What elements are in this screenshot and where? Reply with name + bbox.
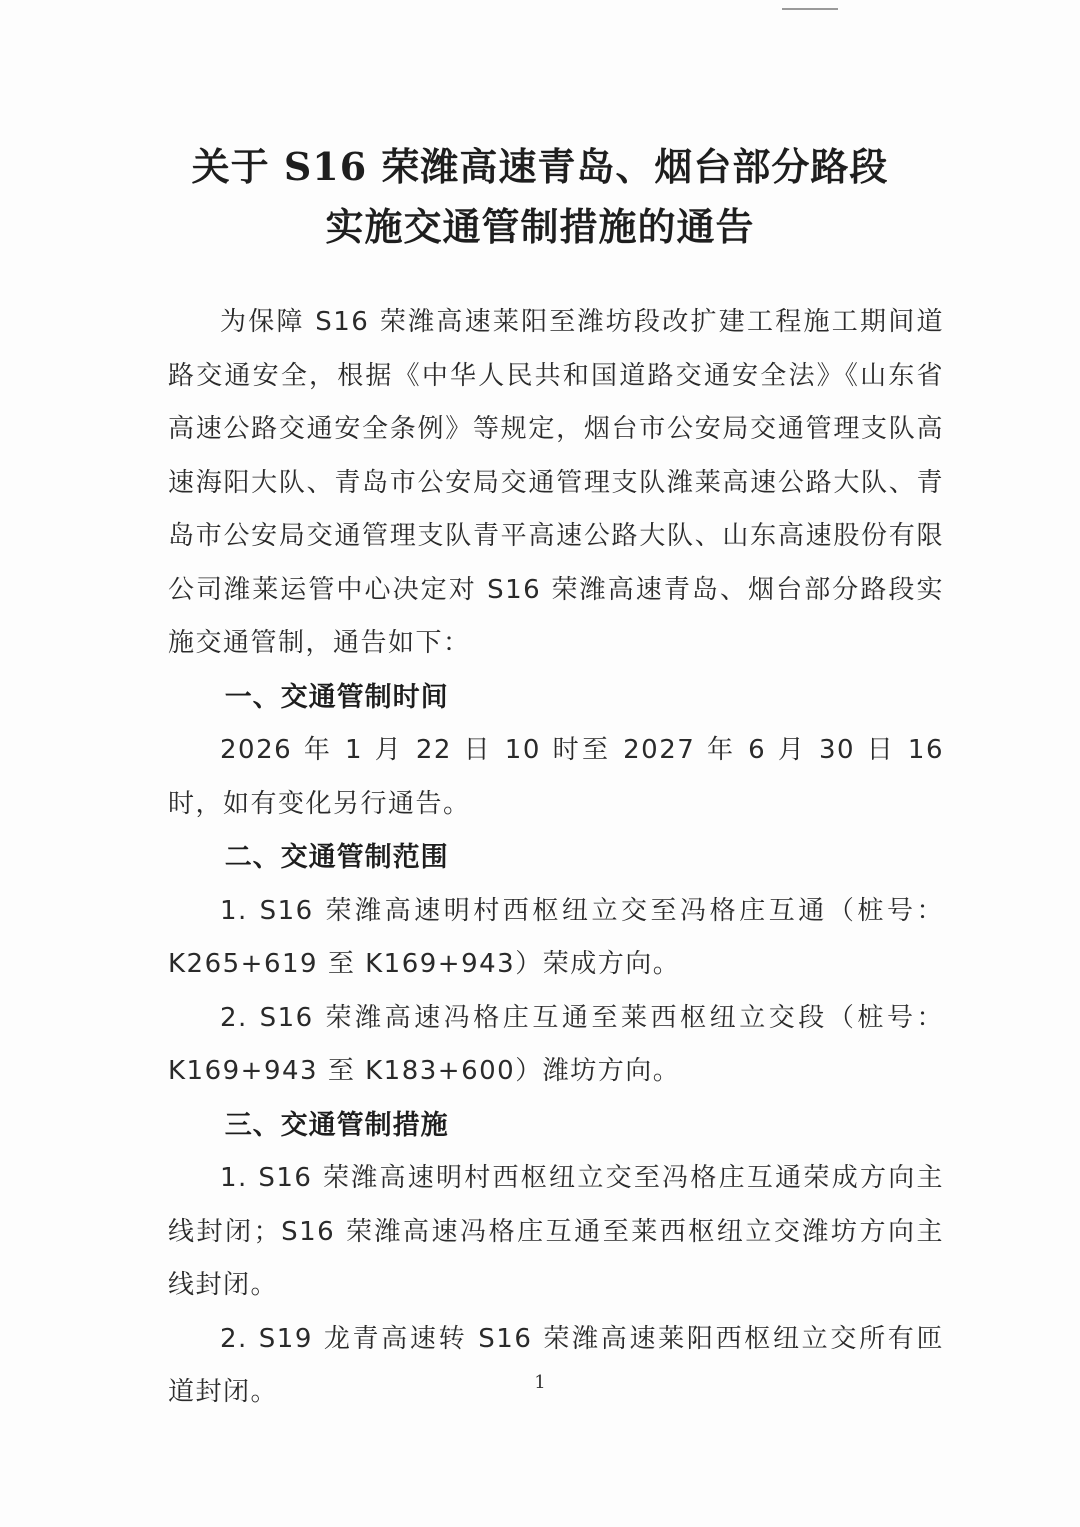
section-heading-time: 一、交通管制时间 — [224, 681, 449, 713]
section-time-paragraph: 2026 年 1 月 22 日 10 时至 2027 年 6 月 30 日 16 时，如有变化另行通告。 — [168, 735, 944, 819]
section-scope-item-1: 1. S16 荣潍高速明村西枢纽立交至冯格庄互通（桩号：K265+619 至 K169+943）荣成方向。 — [168, 895, 944, 979]
document-title-line-1: 关于 S16 荣潍高速青岛、烟台部分路段 — [191, 144, 889, 189]
top-divider — [782, 8, 838, 10]
document-body — [168, 296, 944, 1420]
section-measures-item-1: 1. S16 荣潍高速明村西枢纽立交至冯格庄互通荣成方向主线封闭；S16 荣潍高速冯格庄互通至莱西枢纽立交潍坊方向主线封闭。 — [168, 1163, 944, 1300]
section-scope-item-2: 2. S16 荣潍高速冯格庄互通至莱西枢纽立交段（桩号：K169+943 至 K183+600）潍坊方向。 — [168, 1002, 944, 1086]
section-heading-measures: 三、交通管制措施 — [224, 1109, 449, 1141]
section-measures-item-2: 2. S19 龙青高速转 S16 荣潍高速莱阳西枢纽立交所有匝道封闭。 — [168, 1323, 944, 1407]
page-number: 1 — [534, 1372, 546, 1393]
section-heading-scope: 二、交通管制范围 — [224, 842, 449, 873]
intro-paragraph: 为保障 S16 荣潍高速莱阳至潍坊段改扩建工程施工期间道路交通安全，根据《中华人民共和国道路交通安全法》《山东省高速公路交通安全条例》等规定，烟台市公安局交通管理支队高速海阳大队、青岛市公安局交通管理支队潍莱高速公路大队、青岛市公安局交通管理支队青平高速公路大队、山东高速股份有限公司潍莱运管中心决定对 S16 荣潍高速青岛、烟台部分路段实施交通管制，通告如下： — [168, 307, 944, 658]
document-title-line-2: 实施交通管制措施的通告 — [325, 204, 755, 249]
